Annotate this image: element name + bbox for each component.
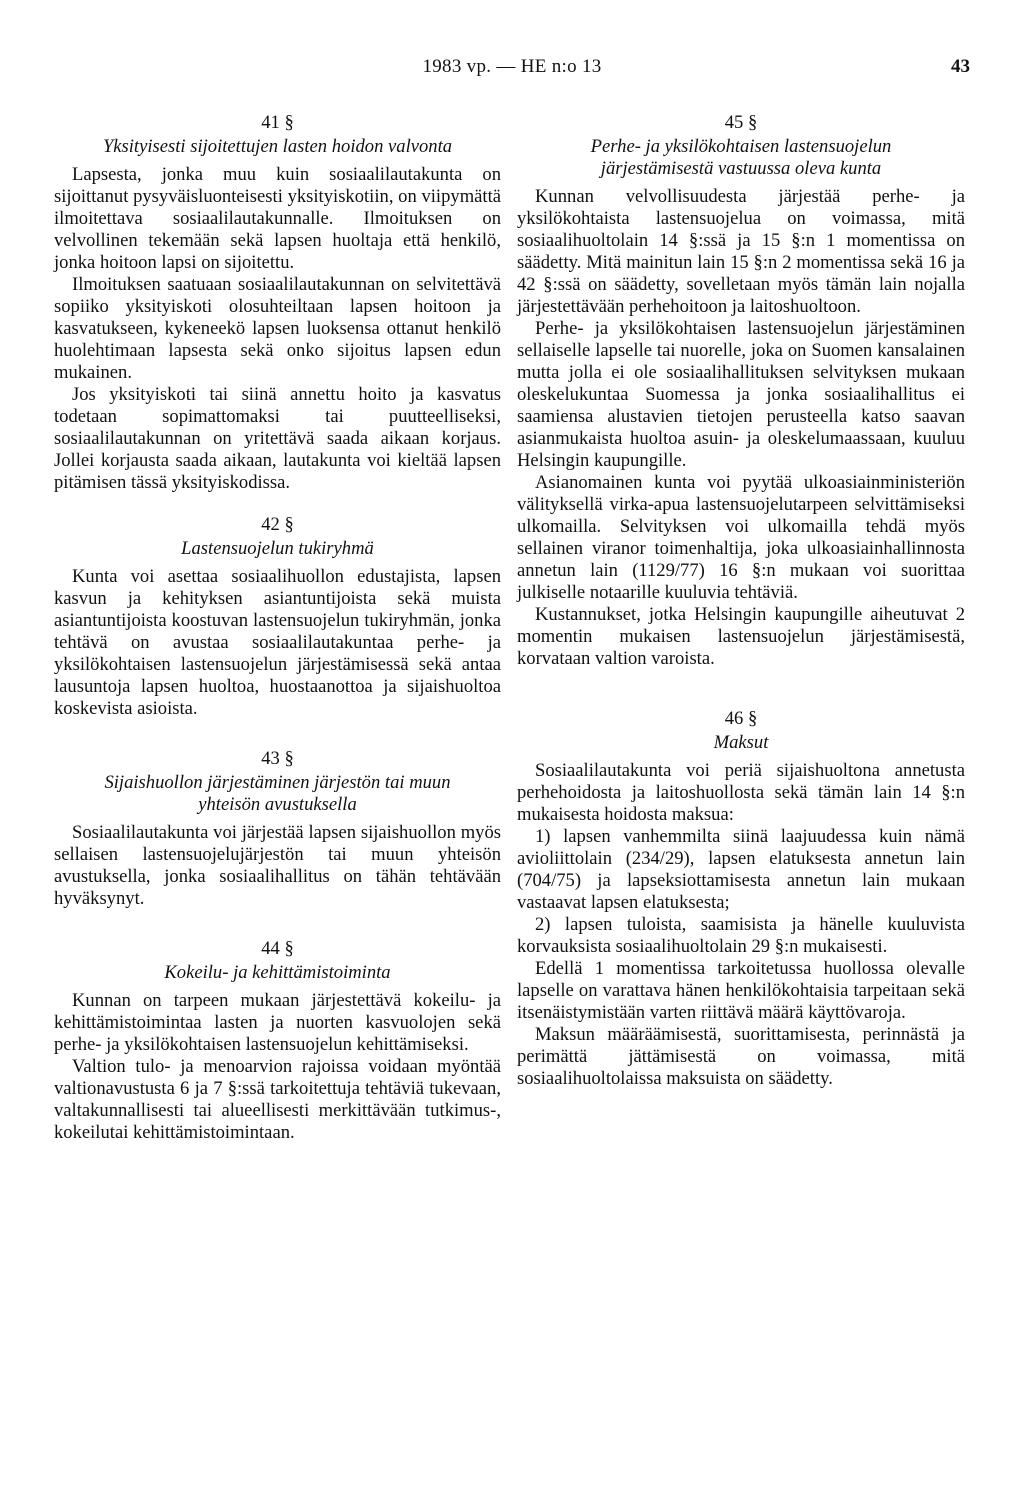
section-number: 46 § xyxy=(724,708,758,729)
section-number: 45 § xyxy=(724,112,758,133)
paragraph: Sosiaalilautakunta voi periä sijaishuoltona annetusta perhehoidosta ja laitoshuollosta sekä tämän lain 14 §:n mukaisesta hoidosta maksua: xyxy=(517,760,965,825)
left-column xyxy=(54,112,501,1156)
section-number: 41 § xyxy=(261,112,294,133)
section-title: Yksityisesti sijoitettujen lasten hoidon valvonta xyxy=(102,136,453,157)
paragraph: Kunnan on tarpeen mukaan järjestettävä kokeilu- ja kehittämistoimintaa lasten ja nuorten kasvuolojen sekä perhe- ja yksilökohtaisen lastensuojelun kehittämiseksi. xyxy=(54,990,501,1055)
running-header: 1983 vp. — HE n:o 13 xyxy=(422,56,602,77)
page-header xyxy=(0,56,1024,86)
paragraph: Kustannukset, jotka Helsingin kaupungille aiheutuvat 2 momentin mukaisen lastensuojelun järjestämisestä, korvataan valtion varoista. xyxy=(517,604,965,669)
section-title: Maksut xyxy=(713,732,769,753)
paragraph: Kunnan velvollisuudesta järjestää perhe- ja yksilökohtaista lastensuojelua on voimassa, mitä sosiaalihuoltolain 14 §:ssä ja 15 §:n 1 momentissa on säädetty. Mitä mainitun lain 15 §:n 2 momentissa sekä 16 ja 42 §:ssä on säädetty, sovelletaan myös tämän lain nojalla järjestettävään perhehoitoon ja laitoshuoltoon. xyxy=(517,186,965,317)
section-44 xyxy=(54,938,501,1144)
right-column xyxy=(517,112,965,1102)
section-title: Perhe- ja yksilökohtaisen lastensuojelun järjestämisestä vastuussa oleva kunta xyxy=(590,136,892,179)
section-46 xyxy=(517,708,965,1090)
section-45 xyxy=(517,112,965,670)
list-item: 1) lapsen vanhemmilta siinä laajuudessa kuin nämä avioliittolain (234/29), lapsen elatuksesta annetun lain (704/75) ja lapseksiottamisesta annetun lain mukaan vastaavat lapsen elatuksesta; xyxy=(517,826,965,913)
paragraph: Valtion tulo- ja menoarvion rajoissa voidaan myöntää valtionavustusta 6 ja 7 §:ssä tarkoitettuja tehtäviä tukevaan, valtakunnallisesti tai alueellisesti merkittävään tutkimus-, kokeilutai kehittämistoimintaan. xyxy=(54,1056,501,1143)
paragraph: Asianomainen kunta voi pyytää ulkoasiainministeriön välityksellä virka-apua lastensuojelutarpeen selvittämiseksi ulkomailla. Selvityksen voi ulkomailla tehdä myös sellainen viranor toimenhaltija, joka ulkoasiainhallinnosta annetun lain (1129/77) 16 §:n mukaan voi suorittaa julkiselle notaarille kuuluvia tehtäviä. xyxy=(517,472,965,603)
section-title: Sijaishuollon järjestäminen järjestön tai muun yhteisön avustuksella xyxy=(104,772,451,815)
section-43 xyxy=(54,748,501,910)
paragraph: Edellä 1 momentissa tarkoitetussa huollossa olevalle lapselle on varattava hänen henkilökohtaisia tarpeitaan sekä itsenäistymistään varten riittävä määrä käyttövaroja. xyxy=(517,958,965,1023)
section-42 xyxy=(54,514,501,720)
section-title: Kokeilu- ja kehittämistoiminta xyxy=(164,962,391,983)
section-title: Lastensuojelun tukiryhmä xyxy=(181,538,374,559)
section-41 xyxy=(54,112,501,494)
paragraph: Lapsesta, jonka muu kuin sosiaalilautakunta on sijoittanut pysyväisluonteisesti yksityiskotiin, on viipymättä ilmoitettava sosiaalilautakunnalle. Ilmoituksen on velvollinen tekemään sekä lapsen huoltaja että henkilö, jonka hoitoon lapsi on sijoitettu. xyxy=(54,164,501,273)
section-number: 44 § xyxy=(261,938,294,959)
list-item: 2) lapsen tuloista, saamisista ja hänelle kuuluvista korvauksista sosiaalihuoltolain 29 §:n mukaisesti. xyxy=(517,914,965,957)
section-number: 43 § xyxy=(261,748,294,769)
paragraph: Sosiaalilautakunta voi järjestää lapsen sijaishuollon myös sellaisen lastensuojelujärjestön tai muun yhteisön avustuksella, jonka sosiaalihallitus on tähän tehtävään hyväksynyt. xyxy=(54,822,501,909)
paragraph: Perhe- ja yksilökohtaisen lastensuojelun järjestäminen sellaiselle lapselle tai nuorelle, joka on Suomen kansalainen mutta jolla ei ole sosiaalihallituksen selvityksen mukaan oleskelukuntaa Suomessa ja jonka sosiaalihallitus ei saamiensa alustavien tietojen perusteella katso saavan asianmukaista huoltoa asuin- ja oleskelumaassaan, kuuluu Helsingin kaupungille. xyxy=(517,318,965,471)
paragraph: Jos yksityiskoti tai siinä annettu hoito ja kasvatus todetaan sopimattomaksi tai puutteelliseksi, sosiaalilautakunnan on yritettävä saada aikaan korjaus. Jollei korjausta saada aikaan, lautakunta voi kieltää lapsen pitämisen tässä yksityiskodissa. xyxy=(54,384,501,493)
section-number: 42 § xyxy=(261,514,294,535)
paragraph: Ilmoituksen saatuaan sosiaalilautakunnan on selvitettävä sopiiko yksityiskoti olosuhteiltaan lapsen hoitoon ja kasvatukseen, kykeneekö lapsen luoksensa ottanut henkilö huolehtimaan lapsesta sekä onko sijoitus lapsen edun mukainen. xyxy=(54,274,501,383)
page-number: 43 xyxy=(951,56,970,77)
paragraph: Maksun määräämisestä, suorittamisesta, perinnästä ja perimättä jättämisestä on voimassa, mitä sosiaalihuoltolaissa maksuista on säädetty. xyxy=(517,1024,965,1089)
paragraph: Kunta voi asettaa sosiaalihuollon edustajista, lapsen kasvun ja kehityksen asiantuntijoista sekä muista asiantuntijoista koostuvan lastensuojelun tukiryhmän, jonka tehtävä on avustaa sosiaalilautakuntaa perhe- ja yksilökohtaisen lastensuojelun järjestämisessä sekä antaa lausuntoja lapsen huoltoa, huostaanottoa ja sijaishuoltoa koskevista asioista. xyxy=(54,566,501,719)
